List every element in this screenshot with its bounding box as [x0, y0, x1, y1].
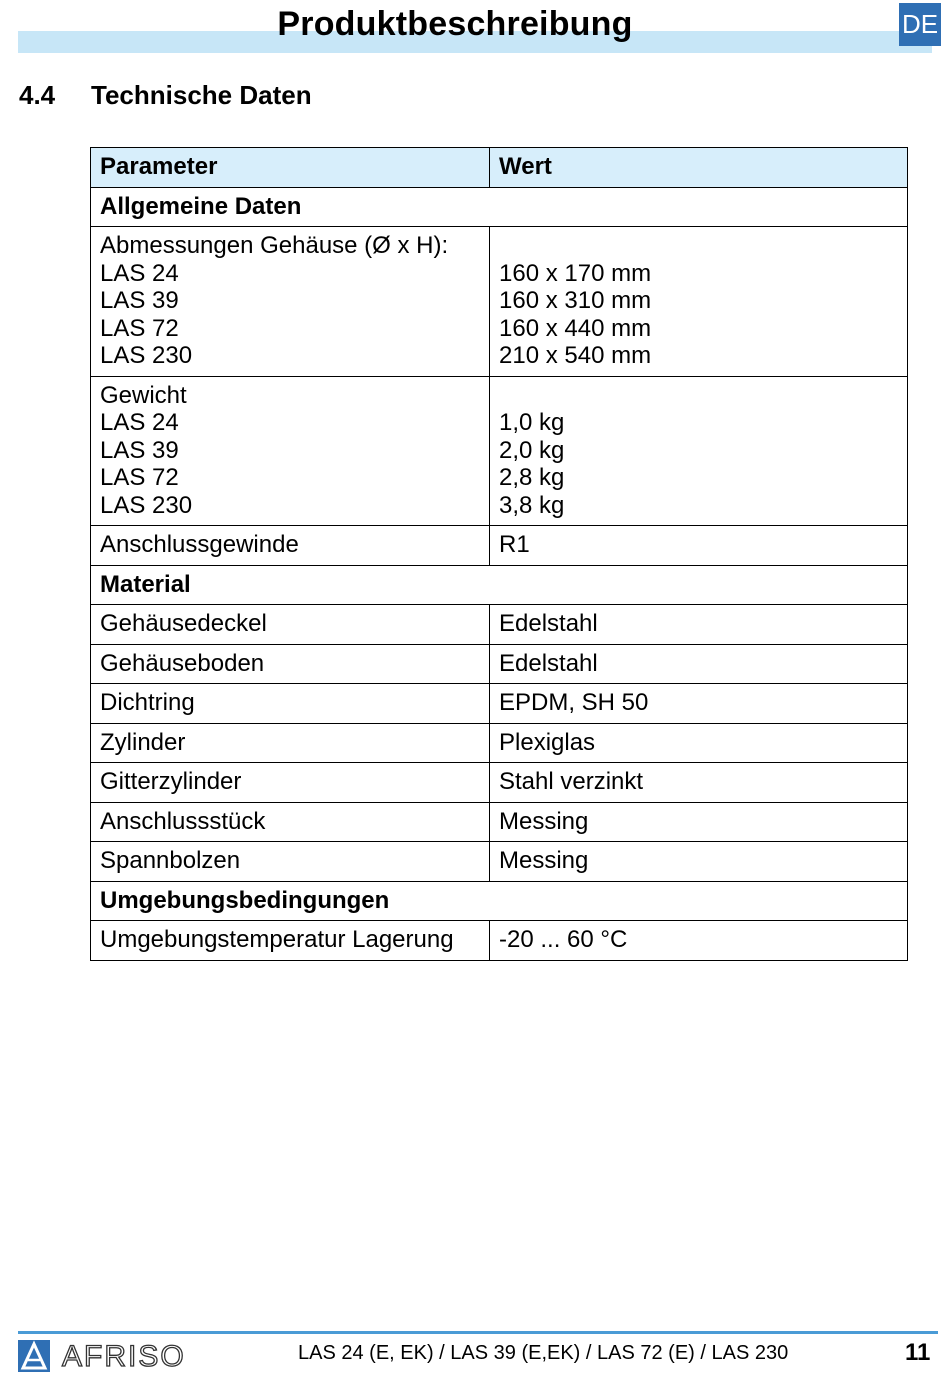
thread-label: Anschlussgewinde — [91, 526, 490, 566]
dimension-value: 160 x 170 mm — [499, 259, 652, 287]
material-value: Edelstahl — [490, 644, 908, 684]
thread-value: R1 — [490, 526, 908, 566]
weight-label: Gewicht — [100, 381, 187, 409]
dimension-value: 160 x 440 mm — [499, 314, 652, 342]
header-parameter: Parameter — [91, 148, 490, 188]
material-value: EPDM, SH 50 — [490, 684, 908, 724]
material-label: Gehäuseboden — [91, 644, 490, 684]
material-label: Zylinder — [91, 723, 490, 763]
table-row — [91, 684, 908, 724]
weight-value: 2,0 kg — [499, 436, 565, 464]
section-title: Technische Daten — [91, 80, 312, 110]
dimensions-label-cell — [91, 227, 490, 377]
environment-label: Umgebungstemperatur Lagerung — [91, 921, 490, 961]
logo-mark-icon — [18, 1340, 50, 1372]
page-number: 11 — [905, 1339, 931, 1366]
cell-spacer — [499, 382, 898, 410]
group-row-environment — [91, 881, 908, 921]
material-value: Edelstahl — [490, 605, 908, 645]
model-name: LAS 72 — [100, 464, 179, 491]
table-row — [91, 842, 908, 882]
weight-value: 2,8 kg — [499, 464, 565, 491]
table-row-dimensions — [91, 227, 908, 377]
table-header-row — [91, 148, 908, 188]
environment-value: -20 ... 60 °C — [490, 921, 908, 961]
material-label: Gehäusedeckel — [91, 605, 490, 645]
cell-spacer — [499, 232, 898, 260]
model-name: LAS 39 — [100, 436, 179, 464]
material-value: Plexiglas — [490, 723, 908, 763]
dimension-value: 210 x 540 mm — [499, 342, 652, 369]
material-label: Spannbolzen — [91, 842, 490, 882]
model-name: LAS 39 — [100, 287, 179, 314]
weight-value-cell — [490, 376, 908, 526]
technical-data-table — [90, 147, 908, 961]
language-badge: DE — [899, 3, 941, 46]
group-heading-general: Allgemeine Daten — [91, 187, 908, 227]
logo-text: AFRISO — [62, 1340, 186, 1373]
table-row-weight — [91, 376, 908, 526]
table-row — [91, 605, 908, 645]
material-label: Anschlussstück — [91, 802, 490, 842]
table-row — [91, 644, 908, 684]
table-row — [91, 802, 908, 842]
footer-product-line: LAS 24 (E, EK) / LAS 39 (E,EK) / LAS 72 (E) / LAS 230 — [298, 1342, 789, 1364]
dimensions-value-cell — [490, 227, 908, 377]
weight-value: 1,0 kg — [499, 409, 565, 436]
section-number: 4.4 — [19, 80, 56, 110]
material-label: Dichtring — [91, 684, 490, 724]
material-label: Gitterzylinder — [91, 763, 490, 803]
group-row-material — [91, 565, 908, 605]
table-row — [91, 921, 908, 961]
table-row — [91, 723, 908, 763]
model-name: LAS 24 — [100, 409, 179, 436]
group-row-general — [91, 187, 908, 227]
afriso-logo — [18, 1340, 208, 1376]
header-value: Wert — [490, 148, 908, 188]
material-value: Stahl verzinkt — [490, 763, 908, 803]
group-heading-material: Material — [91, 565, 908, 605]
table-row-thread — [91, 526, 908, 566]
page-header-title: Produktbeschreibung — [277, 5, 633, 43]
material-value: Messing — [490, 842, 908, 882]
weight-value: 3,8 kg — [499, 491, 565, 519]
group-heading-environment: Umgebungsbedingungen — [91, 881, 908, 921]
model-name: LAS 24 — [100, 259, 179, 287]
material-value: Messing — [490, 802, 908, 842]
model-name: LAS 230 — [100, 342, 193, 369]
dimension-value: 160 x 310 mm — [499, 287, 652, 314]
weight-label-cell — [91, 376, 490, 526]
model-name: LAS 72 — [100, 314, 179, 342]
footer-rule — [18, 1331, 938, 1334]
model-name: LAS 230 — [100, 491, 193, 519]
table-row — [91, 763, 908, 803]
dimensions-label: Abmessungen Gehäuse (Ø x H): — [100, 232, 449, 259]
